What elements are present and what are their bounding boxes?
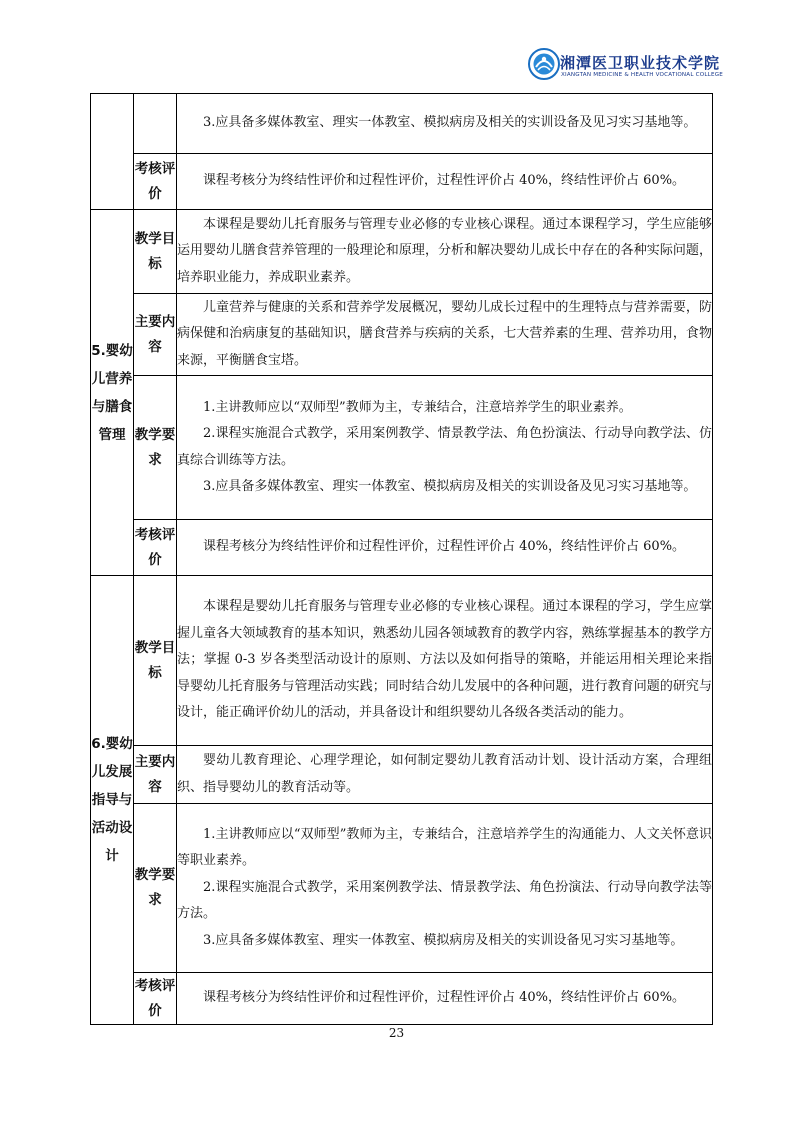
paragraph: 3.应具备多媒体教室、理实一体教室、模拟病房及相关的实训设备及见习实习基地等。 — [203, 115, 697, 131]
table-row — [91, 294, 713, 376]
section-content-cell — [177, 973, 713, 1025]
section-label-cell: 教学要求 — [134, 804, 177, 973]
table-row — [91, 804, 713, 973]
paragraph: 2.课程实施混合式教学，采用案例教学、情景教学法、角色扮演法、行动导向教学法、仿真综合训练等方法。 — [177, 426, 712, 468]
section-content-cell — [177, 210, 713, 294]
section-content-cell — [177, 804, 713, 973]
paragraph: 课程考核分为终结性评价和过程性评价，过程性评价占 40%，终结性评价占 60%。 — [203, 173, 686, 189]
table-row — [91, 973, 713, 1025]
section-label-cell: 考核评价 — [134, 973, 177, 1025]
paragraph: 3.应具备多媒体教室、理实一体教室、模拟病房及相关的实训设备及见习实习基地等。 — [203, 479, 697, 494]
section-content-cell — [177, 376, 713, 520]
paragraph: 儿童营养与健康的关系和营养学发展概况，婴幼儿成长过程中的生理特点与营养需要，防病保健和治病康复的基础知识，膳食营养与疾病的关系，七大营养素的生理、营养功用，食物来源，平衡膳食宝塔。 — [177, 299, 712, 368]
paragraph: 课程考核分为终结性评价和过程性评价，过程性评价占 40%，终结性评价占 60%。 — [203, 539, 686, 555]
table-row — [91, 376, 713, 520]
section-label-cell: 教学目标 — [134, 576, 177, 746]
section-label-cell: 主要内容 — [134, 294, 177, 376]
course-name-cell: 6.婴幼儿发展指导与活动设计 — [91, 576, 134, 1025]
table-row — [91, 520, 713, 576]
section-label-cell: 主要内容 — [134, 746, 177, 804]
paragraph: 婴幼儿教育理论、心理学理论，如何制定婴幼儿教育活动计划、设计活动方案，合理组织、指导婴幼儿的教育活动等。 — [177, 753, 712, 795]
paragraph: 1.主讲教师应以“双师型”教师为主，专兼结合，注意培养学生的沟通能力、人文关怀意识等职业素养。 — [177, 826, 712, 869]
table-row — [91, 746, 713, 804]
course-name-cell: 5.婴幼儿营养与膳食管理 — [91, 210, 134, 576]
course-table — [90, 93, 713, 1025]
logo-text: 湘潭医卫职业技术学院 — [560, 54, 721, 72]
section-content-cell — [177, 294, 713, 376]
table-row — [91, 154, 713, 210]
paragraph: 本课程是婴幼儿托育服务与管理专业必修的专业核心课程。通过本课程的学习，学生应掌握儿童各大领域教育的基本知识，熟悉幼儿园各领域教育的教学内容，熟练掌握基本的教学方法；掌握 0-3 岁各类型活动设计的原则、方法以及如何指导的策略，并能运用相关理论来指导婴幼儿托育服务与管理活动实践；同时结合幼儿发展中的各种问题，进行教育问题的研究与设计，能正确评价幼儿的活动，并具备设计和组织婴幼儿各级各类活动的能力。 — [177, 599, 712, 721]
section-label-cell — [134, 94, 177, 154]
section-content-cell — [177, 746, 713, 804]
table-row — [91, 576, 713, 746]
table-row — [91, 210, 713, 294]
paragraph: 本课程是婴幼儿托育服务与管理专业必修的专业核心课程。通过本课程学习，学生应能够运用婴幼儿膳食营养管理的一般理论和原理，分析和解决婴幼儿成长中存在的各种实际问题，培养职业能力，养成职业素养。 — [177, 216, 712, 285]
section-label-cell: 教学目标 — [134, 210, 177, 294]
table-row — [91, 94, 713, 154]
paragraph: 1.主讲教师应以“双师型”教师为主，专兼结合，注意培养学生的职业素养。 — [203, 399, 632, 415]
section-content-cell — [177, 94, 713, 154]
section-content-cell — [177, 576, 713, 746]
section-label-cell: 考核评价 — [134, 154, 177, 210]
paragraph: 3.应具备多媒体教室、理实一体教室、模拟病房及相关的实训设备见习实习基地等。 — [203, 932, 684, 948]
section-content-cell — [177, 520, 713, 576]
paragraph: 2.课程实施混合式教学，采用案例教学法、情景教学法、角色扮演法、行动导向教学法等方法。 — [177, 879, 712, 922]
course-name-cell — [91, 94, 134, 210]
section-content-cell — [177, 154, 713, 210]
page-number: 23 — [388, 1026, 405, 1040]
section-label-cell: 教学要求 — [134, 376, 177, 520]
paragraph: 课程考核分为终结性评价和过程性评价，过程性评价占 40%，终结性评价占 60%。 — [203, 990, 686, 1006]
logo-subtitle: XIANGTAN MEDICINE & HEALTH VOCATIONAL COLLEGE — [561, 72, 723, 78]
section-label-cell: 考核评价 — [134, 520, 177, 576]
